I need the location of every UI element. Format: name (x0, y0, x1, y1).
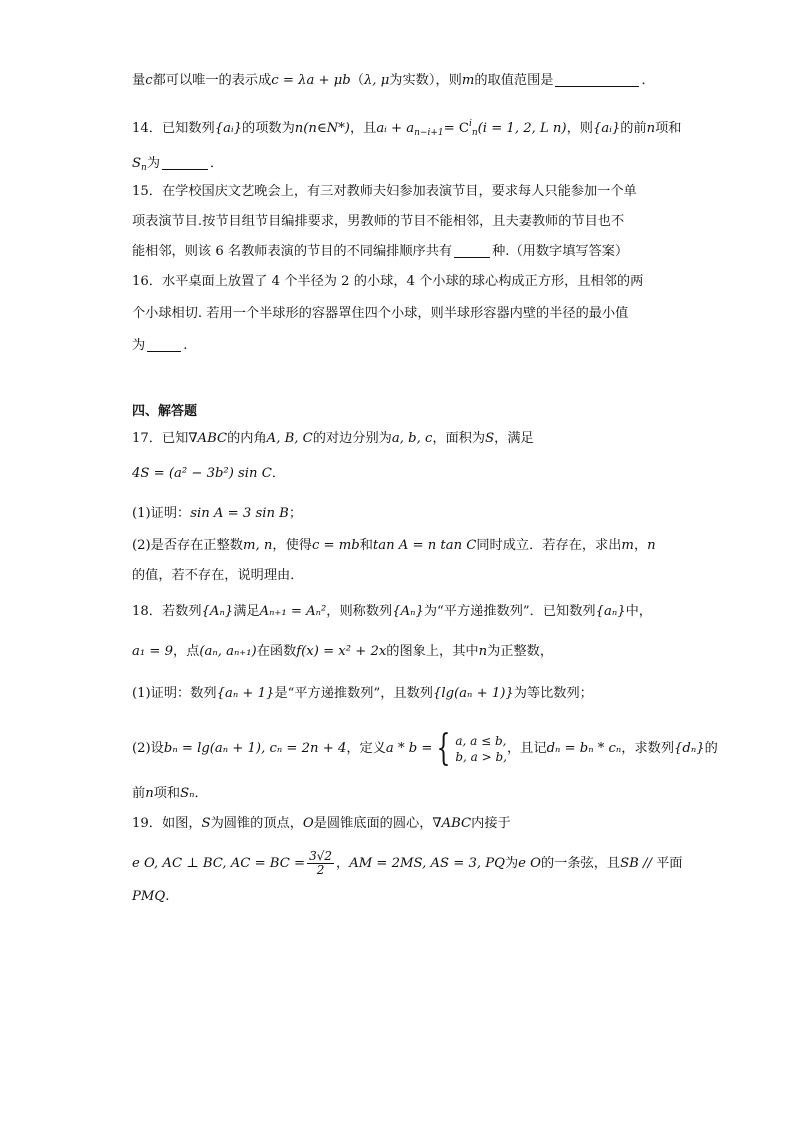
question-19-line-1 (132, 815, 660, 833)
question-19-line-3 (132, 888, 660, 906)
text: 项和 (655, 121, 682, 136)
question-17-line-2 (132, 465, 660, 483)
text: ，则 (566, 121, 593, 136)
var-o: O (302, 816, 314, 831)
sum-s: Sₙ (180, 786, 195, 801)
question-17-part-2 (132, 537, 660, 555)
function: f(x) = x² + 2x (296, 644, 387, 659)
text: 的 (704, 741, 718, 756)
text: 内接于 (471, 816, 511, 831)
var-n: n (145, 786, 154, 801)
question-14-line-2 (132, 155, 660, 177)
text: 量 (132, 73, 146, 88)
answer-blank[interactable] (147, 337, 181, 352)
triangle: ∇ABC (188, 431, 228, 446)
piece-row: b, a > b, (455, 749, 507, 764)
subscript: n (141, 163, 147, 173)
superscript: i (468, 119, 472, 129)
text: 的一条弦，且 (540, 856, 621, 871)
var-m: m (461, 73, 475, 88)
answer-blank[interactable] (162, 155, 208, 170)
text: 18．若数列 (132, 604, 202, 619)
sequence: {aᵢ} (214, 121, 243, 136)
vector-expression: c = λa + μb (271, 73, 351, 88)
text: ，且记 (507, 741, 547, 756)
point: (aₙ, aₙ₊₁) (199, 644, 257, 659)
text: 为等比数列； (513, 686, 593, 701)
text: 是“平方递推数列”，且数列 (274, 686, 433, 701)
text: 的取值范围是 (474, 73, 554, 88)
lambda-mu: λ, μ (363, 73, 390, 88)
text: (2)是否存在正整数 (132, 538, 243, 553)
definitions: bₙ = lg(aₙ + 1), cₙ = 2n + 4 (163, 741, 347, 756)
text: 为圆锥的顶点， (210, 816, 303, 831)
text: (2)设 (132, 741, 164, 756)
question-14-line-1 (132, 115, 682, 142)
numerator: 3√2 (309, 849, 332, 863)
text: ，使得 (272, 538, 312, 553)
parallel: SB // (620, 856, 657, 871)
text: ． (210, 156, 224, 171)
index-range: (i = 1, 2, L n) (477, 121, 567, 136)
text: ，点 (172, 644, 200, 659)
text: ，则称数列 (326, 604, 393, 619)
equation: a₁ = 9 (132, 644, 173, 659)
triangle: ∇ABC (432, 816, 472, 831)
text: 前 (132, 786, 146, 801)
sequence: {Aₙ} (392, 604, 424, 619)
text: ，面积为 (432, 431, 486, 446)
text: 为正整数， (487, 644, 554, 659)
plane-pmq: PMQ (132, 889, 166, 904)
sequence: {Aₙ} (201, 604, 234, 619)
sequence: {dₙ} (674, 741, 705, 756)
piecewise (432, 727, 507, 769)
text-line-1 (132, 72, 660, 90)
combination: = C (443, 121, 469, 136)
text: ； (288, 506, 303, 521)
var-n: n (647, 538, 656, 553)
text: ． (641, 73, 655, 88)
text: 的图象上，其中 (386, 644, 479, 659)
vector-c: c (145, 73, 153, 88)
text: 17．已知 (132, 431, 189, 446)
question-18-line-1 (132, 603, 660, 621)
question-15-line-2: 项表演节目.按节目组节目编排要求，男教师的节目不能相邻，且夫妻教师的节目也不 (132, 214, 625, 229)
equation: sin A = 3 sin B (190, 506, 289, 521)
fraction (307, 850, 334, 877)
subscript: n−i+1 (414, 128, 444, 138)
equation: tan A = n tan C (372, 538, 477, 553)
text: ， (633, 538, 648, 553)
sides: a, b, c (391, 431, 433, 446)
question-17-line-1 (132, 430, 660, 448)
sequence: {lg(aₙ + 1)} (432, 686, 514, 701)
conditions: e O, AC ⊥ BC, AC = BC = (132, 856, 306, 871)
var-m: m (621, 538, 634, 553)
text: （ (350, 73, 364, 88)
text: 14．已知数列 (132, 121, 215, 136)
text: 是圆锥底面的圆心， (313, 816, 433, 831)
question-15-line-1: 15．在学校国庆文艺晚会上，有三对教师夫妇参加表演节目，要求每人只能参加一个单 (132, 184, 637, 199)
answer-blank[interactable] (454, 243, 490, 258)
text: (1)证明： (132, 506, 191, 521)
operator-def: a * b = (385, 741, 433, 756)
text: 19．如图， (132, 816, 202, 831)
area-s: S (485, 431, 495, 446)
text: ，满足 (494, 431, 534, 446)
text: 为 (132, 338, 146, 353)
text: ，求数列 (621, 741, 675, 756)
text: 为“平方递推数列”．已知数列 (423, 604, 596, 619)
text: 为 (504, 856, 519, 871)
text: 的前 (620, 121, 647, 136)
circle-o: e O (518, 856, 541, 871)
text: 满足 (233, 604, 260, 619)
question-17-part-1 (132, 505, 660, 523)
equation: c = mb (311, 538, 360, 553)
equation: dₙ = bₙ * cₙ (546, 741, 622, 756)
text: 的内角 (227, 431, 267, 446)
conditions: AM = 2MS, AS = 3, PQ (349, 856, 505, 871)
var-s: S (201, 816, 211, 831)
text: ，定义 (346, 741, 386, 756)
n-in-N: n(n∈N*) (294, 121, 350, 136)
question-18-line-2 (132, 643, 660, 661)
denominator: 2 (316, 863, 325, 877)
equation: 4S = (a² − 3b²) sin C (132, 466, 272, 481)
question-16-line-3 (132, 337, 660, 355)
text: . (183, 338, 188, 353)
text: 为 (146, 156, 161, 171)
section-heading: 四、解答题 (132, 404, 198, 419)
text: 的项数为 (242, 121, 295, 136)
text: 和 (359, 538, 373, 553)
sequence: {aₙ} (595, 604, 626, 619)
brace-icon: { (437, 727, 451, 769)
text: 的对边分别为 (312, 431, 392, 446)
expression: aᵢ + a (376, 121, 415, 136)
text: 能相邻，则该 6 名教师表演的节目的不同编排顺序共有 (132, 244, 453, 259)
piece-row: a, a ≤ b, (455, 733, 507, 748)
question-19-line-2 (132, 848, 683, 880)
sequence: {aₙ + 1} (216, 686, 275, 701)
question-16-line-2: 个小球相切. 若用一个半球形的容器罩住四个小球，则半球形容器内壁的半径的最小值 (132, 306, 629, 321)
sum-s: S (132, 156, 142, 171)
angles: A, B, C (266, 431, 313, 446)
question-18-part-2-cont (132, 785, 660, 803)
text: 同时成立．若存在，求出 (476, 538, 622, 553)
text: (1)证明：数列 (132, 686, 217, 701)
question-15-line-3 (132, 243, 660, 261)
var-n: n (646, 121, 656, 136)
sequence: {aᵢ} (592, 121, 621, 136)
text: 种.（用数字填写答案） (492, 244, 629, 259)
text: . (165, 889, 170, 904)
text: 中， (625, 604, 652, 619)
subscript: n (471, 128, 478, 138)
text: ， (336, 856, 350, 871)
var-n: n (478, 644, 488, 659)
equation: Aₙ₊₁ = Aₙ² (259, 604, 327, 619)
vars: m, n (243, 538, 273, 553)
text: 项和 (153, 786, 181, 801)
text: ． (271, 466, 285, 481)
answer-blank[interactable] (555, 72, 639, 87)
question-16-line-1: 16．水平桌面上放置了 4 个半径为 2 的小球，4 个小球的球心构成正方形，且相邻的两 (132, 274, 644, 289)
text: 都可以唯一的表示成 (152, 73, 272, 88)
text: 平面 (656, 856, 683, 871)
question-18-part-1 (132, 685, 660, 703)
text: ． (194, 786, 208, 801)
question-18-part-2 (132, 727, 718, 769)
question-17-part-2-cont: 的值，若不存在，说明理由． (132, 568, 304, 583)
text: 在函数 (256, 644, 297, 659)
text: ，且 (349, 121, 377, 136)
text: 为实数），则 (389, 73, 462, 88)
